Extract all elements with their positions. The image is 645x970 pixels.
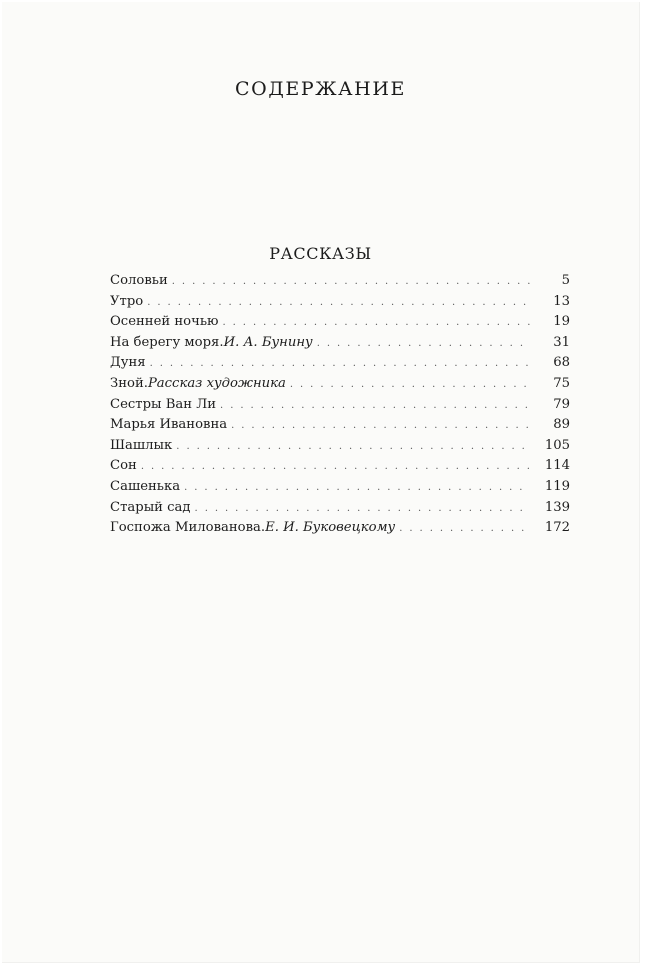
page-number: 68 bbox=[553, 355, 570, 371]
page-number: 79 bbox=[553, 396, 570, 412]
story-title: Зной. bbox=[110, 375, 148, 391]
toc-entry bbox=[110, 498, 570, 519]
story-dedication: Рассказ художника bbox=[147, 375, 286, 391]
story-title: Дуня bbox=[110, 355, 146, 371]
dot-leader bbox=[222, 313, 530, 334]
dot-leader bbox=[172, 272, 530, 293]
dot-leader bbox=[150, 354, 530, 375]
page-number: 172 bbox=[544, 520, 570, 536]
story-dedication: Е. И. Буковецкому bbox=[265, 520, 396, 536]
story-title: Сестры Ван Ли bbox=[110, 396, 217, 412]
page-number: 13 bbox=[553, 293, 570, 309]
toc-entry bbox=[110, 374, 570, 395]
page-number: 139 bbox=[544, 499, 570, 515]
toc-entry bbox=[110, 292, 570, 313]
page-number: 75 bbox=[553, 375, 570, 391]
table-of-contents bbox=[110, 271, 570, 539]
story-title: Сашенька bbox=[110, 478, 181, 494]
dot-leader bbox=[184, 478, 530, 499]
dot-leader bbox=[317, 334, 530, 355]
page-title: СОДЕРЖАНИЕ bbox=[235, 78, 406, 100]
page-number: 89 bbox=[553, 417, 570, 433]
dot-leader bbox=[220, 396, 530, 417]
dot-leader bbox=[231, 416, 530, 437]
book-page bbox=[2, 2, 640, 963]
toc-entry bbox=[110, 353, 570, 374]
toc-entry bbox=[110, 518, 570, 539]
toc-entry bbox=[110, 333, 570, 354]
toc-entry bbox=[110, 477, 570, 498]
dot-leader bbox=[290, 375, 530, 396]
story-dedication: И. А. Бунину bbox=[223, 334, 313, 350]
page-number: 105 bbox=[544, 437, 570, 453]
dot-leader bbox=[176, 437, 530, 458]
story-title: Осенней ночью bbox=[110, 314, 219, 330]
dot-leader bbox=[147, 293, 530, 314]
toc-entry bbox=[110, 436, 570, 457]
story-title: Марья Ивановна bbox=[110, 417, 228, 433]
page-number: 19 bbox=[553, 314, 570, 330]
story-title: Шашлык bbox=[110, 437, 173, 453]
story-title: Сон bbox=[110, 458, 137, 474]
toc-entry bbox=[110, 415, 570, 436]
toc-entry bbox=[110, 271, 570, 292]
story-title: На берегу моря. bbox=[110, 334, 224, 350]
dot-leader bbox=[195, 499, 530, 520]
dot-leader bbox=[399, 519, 530, 540]
story-title: Соловьи bbox=[110, 273, 168, 288]
story-title: Госпожа Милованова. bbox=[110, 520, 266, 536]
toc-entry bbox=[110, 312, 570, 333]
section-title: РАССКАЗЫ bbox=[269, 244, 372, 263]
toc-entry bbox=[110, 456, 570, 477]
story-title: Утро bbox=[110, 293, 144, 309]
page-number: 31 bbox=[553, 334, 570, 350]
page-number: 5 bbox=[561, 273, 570, 288]
page-number: 114 bbox=[544, 458, 570, 474]
story-title: Старый сад bbox=[110, 499, 191, 515]
dot-leader bbox=[141, 457, 530, 478]
page-number: 119 bbox=[544, 478, 570, 494]
toc-entry bbox=[110, 395, 570, 416]
